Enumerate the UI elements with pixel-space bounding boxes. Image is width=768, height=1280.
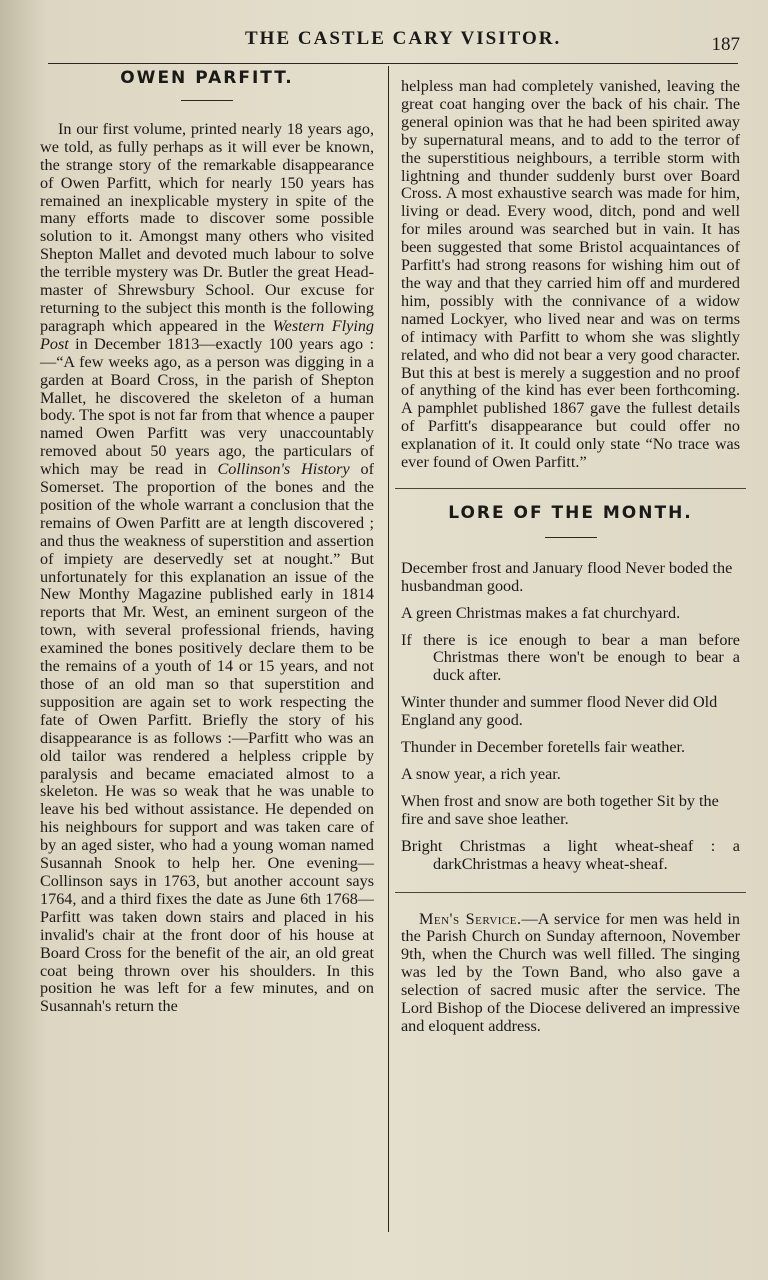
newspaper-title: Western Flying Post bbox=[40, 316, 375, 353]
section-separator bbox=[395, 488, 746, 489]
lore-title-rule bbox=[545, 537, 597, 538]
lore-item: Bright Christmas a light wheat-sheaf : a darkChristmas a heavy wheat-sheaf. bbox=[401, 836, 740, 873]
article-continuation: helpless man had completely vanished, leaving the great coat hanging over the back of his chair. The general opinion was that he had been spirited away by supernatural means, and to add to the terror of the superstitious neighbours, a terrible storm with lightning and thunder suddenly burst over Board Cross. A most exhaustive search was made for him, living or dead. Every wood, ditch, pond and well for miles around was searched but in vain. It has been suggested that some Bristol acquaintances of Parfitt's had strong reasons for wishing him out of the way and that they carried him off and murdered him, possibly with the connivance of a widow named Lockyer, who lived near and was on terms of intimacy with Parfitt to whom she was slightly related, and who did not bear a very good character. But this at best is merely a suggestion and no proof of anything of the kind has ever been forthcoming. A pamphlet published 1867 gave the fullest details of Parfitt's disappearance but could offer no explanation of it. It could only state “No trace was ever found of Owen Parfitt.” bbox=[401, 77, 740, 472]
title-rule bbox=[181, 100, 233, 101]
running-head bbox=[0, 28, 768, 58]
right-column bbox=[401, 78, 740, 1036]
lore-list bbox=[401, 560, 740, 874]
lore-item: If there is ice enough to bear a man before Christmas there won't be enough to bear a duck after. bbox=[401, 630, 740, 685]
mens-service-body: —A service for men was held in the Parish Church on Sunday afternoon, November 9th, when the Church was well filled. The singing was led by the Town Band, who also gave a selection of sacred music after the service. The Lord Bishop of the Diocese delivered an impressive and eloquent address. bbox=[401, 909, 740, 1035]
mens-service-heading: Men's Service. bbox=[419, 909, 522, 928]
lore-item: A green Christmas makes a fat churchyard. bbox=[401, 603, 681, 622]
column-rule bbox=[388, 66, 389, 1232]
article-body-part-1: In our first volume, printed nearly 18 years ago, we told, as fully perhaps as it will ever be known, the strange story of the remarkable disappearance of Owen Parfitt, which for nearly 150 years has remained an inexplicable mystery in spite of the many efforts made to discover some possible solution to it. Amongst many others who visited Shepton Mallet and devoted much labour to solve the terrible mystery was Dr. Butler the great Head-master of Shrewsbury School. Our excuse for returning to the subject this month is the following paragraph which appeared in the bbox=[40, 119, 374, 335]
page-number: 187 bbox=[711, 34, 740, 55]
mens-service-note bbox=[401, 911, 740, 1036]
lore-item: December frost and January flood Never boded the husbandman good. bbox=[401, 558, 733, 595]
lore-item: When frost and snow are both together Sit by the fire and save shoe leather. bbox=[401, 791, 719, 828]
lore-title: LORE OF THE MONTH. bbox=[448, 502, 693, 523]
lore-item: Winter thunder and summer flood Never did Old England any good. bbox=[401, 693, 718, 730]
section-separator bbox=[395, 892, 746, 893]
lore-item: A snow year, a rich year. bbox=[401, 765, 561, 783]
header-rule bbox=[48, 63, 738, 64]
book-title: Collinson's History bbox=[217, 460, 350, 479]
left-column bbox=[40, 70, 374, 1016]
article-body bbox=[40, 121, 374, 1016]
article-body-part-3: of Somerset. The proportion of the bones and the position of the whole warrant a conclusion that the remains of Owen Parfitt are at length discovered ; and thus the weakness of superstition and assertion of impiety are deservedly set at nought.” But unfortunately for this explanation an issue of the New Monthy Magazine published early in 1814 reports that Mr. West, an eminent surgeon of the town, with several professional friends, having examined the bones positively declare them to be the remains of a youth of 14 or 15 years, and not those of an old man so that superstition and supposition are again set to work respecting the fate of Owen Parfitt. Briefly the story of his disappearance is as follows :—Parfitt who was an old tailor was rendered a helpless cripple by paralysis and became emaciated almost to a skeleton. He was so weak that he was unable to leave his bed without assistance. He depended on his neighbours for support and was taken care of by an aged sister, who had a young woman named Susannah Snook to help her. One evening—Collinson says in 1763, but another account says 1764, and a third fixes the date as June 6th 1768—Parfitt was taken down stairs and placed in his invalid's chair at the front door of his house at Board Cross for the benefit of the air, an old great coat being thrown over his shoulders. In this position he was left for a few minutes, and on Susannah's return the bbox=[40, 460, 374, 1016]
article-title: OWEN PARFITT. bbox=[120, 68, 294, 88]
lore-item: Thunder in December foretells fair weather. bbox=[401, 738, 686, 757]
running-title: THE CASTLE CARY VISITOR. bbox=[245, 28, 562, 49]
article-body-part-2: in December 1813—exactly 100 years ago :—“A few weeks ago, as a person was digging in a garden at Board Cross, in the parish of Shepton Mallet, he discovered the skeleton of a human body. The spot is not far from that whence a pauper named Owen Parfitt was very unaccountably removed about 50 years ago, the particulars of which may be read in bbox=[40, 334, 374, 479]
